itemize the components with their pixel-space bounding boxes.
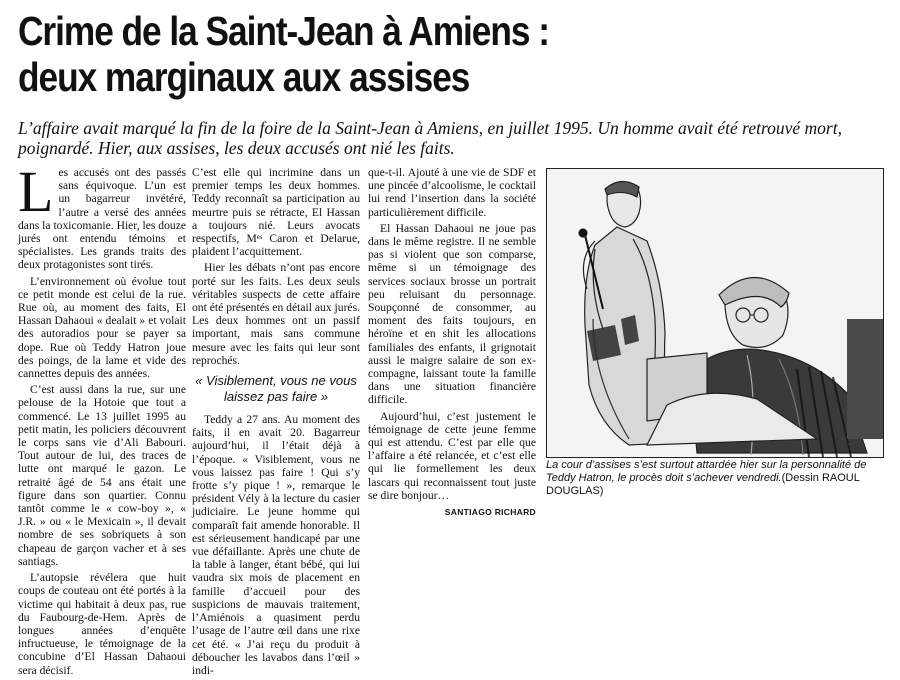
paragraph: Hier les débats n’ont pas encore porté sur les faits. Les deux seuls véritables suspects de cette affaire ont été présentés en détail aux jurés. Les deux hommes ont un passif important, mais sans commune mesure avec les faits qui leur sont reprochés. — [192, 261, 360, 367]
paragraph: C’est aussi dans la rue, sur une pelouse de la Hotoie que tout a commencé. Le 13 juillet 1995 au petit matin, les policiers découvrent le corps sans vie d’Ali Babouri. Tout autour de lui, des traces de lutte ont marqué le gazon. Le retraité âgé de 54 ans était une figure dans son quartier. Connu tantôt comme le « cow-boy », « J.R. » ou « le Mexicain », il devait nombre de ses sobriquets à son chapeau de garçon vacher et à ses santiags. — [18, 383, 186, 568]
paragraph: Teddy a 27 ans. Au moment des faits, il en avait 20. Bagarreur aujourd’hui, il l’était déjà à l’époque. « Visiblement, vous ne vous laissez pas faire ! Qui s’y frotte s’y pique ! », remarque le président Vély à la lecture du casier judiciaire. Le jeune homme qui comparaît fait amende honorable. Il est sérieusement handicapé par une vue défaillante. Après une chute de la table à langer, étant bébé, qui lui vaudra six mois de placement en famille d’accueil pour des suspicions de mauvais traitement, l’Amiénois a quasiment perdu l’usage de l’autre œil dans une rixe cet été. « J’ai reçu du produit à déboucher les lavabos dans l’œil » indi- — [192, 413, 360, 677]
standfirst: L’affaire avait marqué la fin de la foire de la Saint-Jean à Amiens, en juillet 1995. Un homme avait été retrouvé mort, poignardé. Hier, aux assises, les deux accusés ont nié les faits. — [18, 118, 842, 158]
article-column-1 — [18, 159, 186, 680]
headline-line-1: Crime de la Saint-Jean à Amiens : — [18, 8, 549, 54]
paragraph: C’est elle qui incrimine dans un premier temps les deux hommes. Teddy reconnaît sa participation au meurtre puis se rétracte, El Hassan a toujours nié. Leurs avocats respectifs, Mᵉˢ Caron et Delarue, plaident l’acquittement. — [192, 166, 360, 259]
courtroom-illustration — [546, 168, 884, 458]
photo-caption — [546, 459, 884, 498]
byline: SANTIAGO RICHARD — [444, 507, 536, 518]
artist-signature: Sof — [847, 442, 862, 452]
paragraph: L’autopsie révélera que huit coups de couteau ont été portés à la victime qui habitait à deux pas, rue du Faubourg-de-Hem. Après de longues années d’enquête infructueuse, le témoignage de la concubine d’El Hassan Dahaoui sera décisif. — [18, 571, 186, 677]
paragraph: L’environnement où évolue tout ce petit monde est celui de la rue. Rue où, au moment des faits, El Hassan Dahaoui « dealait » et volait des autoradios pour se payer sa dope. Rue où Teddy Hatron joue des poings, de la lame et vide des cannettes depuis des années. — [18, 274, 186, 381]
caption-text: La cour d’assises s’est surtout attardée hier sur la personnalité de Teddy Hatron, le procès doit s’achever vendredi. — [546, 459, 867, 484]
drop-cap: L — [18, 159, 54, 224]
paragraph: Aujourd’hui, c’est justement le témoignage de cette jeune femme qui est attendu. C’est par elle que l’affaire a été relancée, et c’est elle qui lie formellement les deux lascars qui reconnaissent tout juste se dire bonjour… — [368, 409, 536, 502]
article-column-2 — [192, 166, 360, 680]
headline — [18, 8, 878, 100]
caption-credit: (Dessin RAOUL DOUGLAS) — [546, 472, 860, 497]
article-column-3 — [368, 166, 536, 519]
paragraph: El Hassan Dahaoui ne joue pas dans le même registre. Il ne semble pas si violent que son comparse, même si un témoignage des services sociaux brosse un portrait peu reluisant du personnage. Soupçonné de consommer, au moment des faits toujours, en héroïne et en shit les allocations familiales des enfants, il grignotait aussi le maigre salaire de son ex-compagne, laissant toute la famille dans une situation financière difficile. — [368, 221, 536, 407]
headline-line-2: deux marginaux aux assises — [18, 54, 470, 100]
paragraph: Les accusés ont des passés sans équivoque. L’un est un bagarreur invétéré, l’autre a versé des années dans la toxicomanie. Hier, les douze jurés ont entendu témoins et spécialistes. Les grands traits des deux protagonistes sont tirés. — [18, 159, 186, 272]
courtroom-sketch-icon — [547, 169, 883, 457]
subheading: « Visiblement, vous ne vous laissez pas faire » — [195, 373, 357, 405]
paragraph: que-t-il. Ajouté à une vie de SDF et une pincée d’alcoolisme, le cocktail lui rend l’insertion dans la société particulièrement difficile. — [368, 166, 536, 219]
